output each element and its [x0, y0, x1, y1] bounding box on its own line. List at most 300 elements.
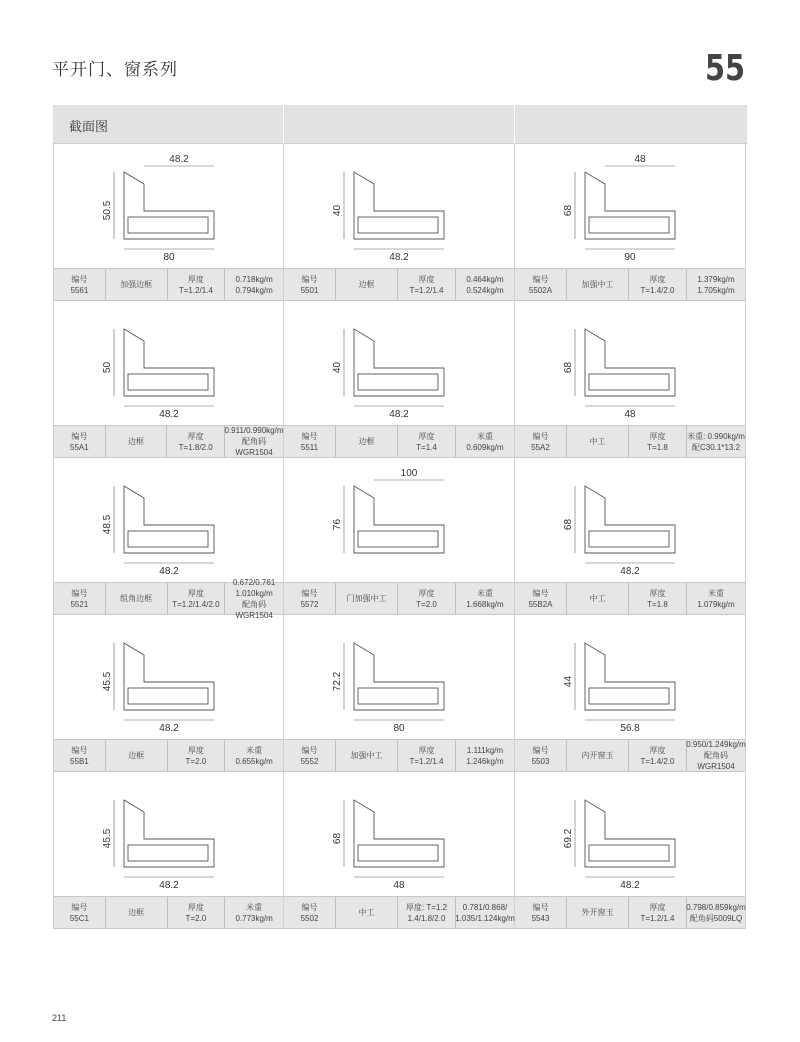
- code-column: [54, 426, 106, 457]
- section-drawing: [54, 772, 283, 896]
- profile-info-bar: [515, 582, 745, 615]
- thickness-column: [398, 583, 456, 614]
- profile-chamber: [358, 217, 438, 233]
- profile-cell: [515, 144, 746, 301]
- weight-line-2: 0.773kg/m: [235, 913, 273, 923]
- thickness-column: [168, 269, 226, 300]
- thickness-value: T=2.0: [185, 913, 207, 923]
- page-folio: 211: [52, 1013, 67, 1023]
- weight-column: [225, 269, 283, 300]
- dimension-label: 40: [332, 204, 343, 217]
- weight-line-2: 1.705kg/m: [697, 285, 735, 295]
- code-label: 编号: [301, 588, 318, 598]
- profile-info-bar: [515, 739, 745, 772]
- code-column: [515, 426, 567, 457]
- dimension-label: 48.2: [159, 880, 179, 891]
- dimension-label: 45.5: [102, 671, 113, 692]
- table-row: [53, 615, 747, 772]
- dimension-label: 45.5: [102, 828, 113, 849]
- dimension-label: 48.5: [102, 514, 113, 535]
- code-label: 编号: [71, 745, 88, 755]
- weight-line-1: 米重: [246, 902, 263, 912]
- section-drawing: [515, 144, 745, 268]
- weight-column: [687, 897, 745, 928]
- thickness-column: [168, 897, 226, 928]
- profile-cell: [53, 144, 284, 301]
- profile-name: 外开窗玉: [581, 908, 614, 917]
- dimension-label: 48: [393, 880, 405, 891]
- profile-code: 5543: [531, 913, 550, 923]
- name-column: [106, 269, 168, 300]
- profile-drawing-svg: [284, 144, 515, 268]
- code-column: [515, 583, 567, 614]
- name-column: [567, 269, 629, 300]
- profile-chamber: [128, 688, 208, 704]
- profile-name: 加强中工: [581, 280, 614, 289]
- profile-cell: [515, 458, 746, 615]
- table-row: [53, 772, 747, 929]
- weight-line-1: 1.379kg/m: [697, 274, 735, 284]
- table-row: [53, 144, 747, 301]
- weight-column: [225, 740, 283, 771]
- profile-drawing-svg: [515, 144, 746, 268]
- code-column: [54, 740, 106, 771]
- profile-name: 中工: [358, 908, 375, 917]
- code-label: 编号: [532, 588, 549, 598]
- profile-chamber: [128, 217, 208, 233]
- thickness-label: 厚度: [649, 902, 666, 912]
- weight-line-1: 米重: [708, 588, 724, 598]
- profile-chamber: [589, 845, 669, 861]
- thickness-value: T=1.8: [647, 442, 668, 452]
- profile-chamber: [358, 531, 438, 547]
- profile-info-bar: [54, 577, 283, 620]
- thickness-column: [398, 269, 456, 300]
- thickness-label: 厚度: [418, 274, 435, 284]
- code-label: 编号: [532, 902, 549, 912]
- dimension-label: 44: [563, 675, 574, 688]
- code-label: 编号: [301, 902, 318, 912]
- dimension-label: 76: [332, 518, 343, 531]
- profile-drawing-svg: [54, 458, 285, 582]
- profile-code: 5502A: [528, 285, 553, 295]
- profile-drawing-svg: [54, 772, 285, 896]
- weight-line-1: 0.950/1.249kg/m: [686, 740, 746, 749]
- profile-chamber: [589, 217, 669, 233]
- name-column: [336, 583, 398, 614]
- profile-drawing-svg: [284, 458, 515, 582]
- weight-line-2: 0.609kg/m: [466, 442, 504, 452]
- page-number: 55: [704, 48, 745, 89]
- section-drawing: [284, 615, 514, 739]
- code-column: [515, 740, 567, 771]
- section-drawing: [515, 772, 745, 896]
- thickness-value: T=2.0: [416, 599, 437, 609]
- name-column: [336, 897, 398, 928]
- profile-cell: [284, 458, 515, 615]
- profile-chamber: [128, 374, 208, 390]
- weight-column: [225, 897, 283, 928]
- thickness-label: 厚度: [187, 588, 204, 598]
- dimension-label: 48: [634, 154, 646, 165]
- dimension-label: 48.2: [620, 566, 640, 577]
- profile-drawing-svg: [54, 615, 285, 739]
- table-row: [53, 458, 747, 620]
- weight-line-1: 米重: [477, 588, 493, 598]
- weight-line-1: 1.111kg/m: [466, 745, 504, 755]
- name-column: [106, 897, 168, 928]
- weight-line-1: 米重: [246, 745, 263, 755]
- weight-column: [456, 740, 514, 771]
- profile-catalog-table: [53, 105, 747, 929]
- table-header-cell: [284, 105, 515, 143]
- profile-drawing-svg: [515, 458, 746, 582]
- dimension-label: 48.2: [620, 880, 640, 891]
- profile-name: 边框: [358, 280, 375, 289]
- code-column: [54, 583, 106, 614]
- profile-drawing-svg: [515, 615, 746, 739]
- profile-cell: [284, 772, 515, 929]
- thickness-value: T=1.2/1.4/2.0: [172, 599, 220, 609]
- profile-info-bar: [54, 425, 283, 458]
- profile-info-bar: [284, 582, 514, 615]
- profile-outline: [585, 486, 675, 553]
- profile-code: 55A2: [531, 442, 550, 452]
- dimension-label: 48.2: [159, 409, 179, 420]
- profile-code: 5503: [531, 756, 550, 766]
- dimension-label: 48.2: [169, 154, 189, 165]
- weight-line-2: 0.524kg/m: [466, 285, 504, 295]
- section-drawing: [515, 458, 745, 582]
- thickness-column: [629, 897, 687, 928]
- profile-outline: [585, 172, 675, 239]
- profile-code: 5521: [70, 599, 89, 609]
- dimension-label: 48.2: [159, 566, 179, 577]
- profile-chamber: [589, 688, 669, 704]
- section-drawing: [284, 772, 514, 896]
- code-label: 编号: [71, 274, 88, 284]
- code-column: [284, 426, 336, 457]
- thickness-column: [629, 269, 687, 300]
- weight-line-1: 0.672/0.761: [233, 577, 276, 587]
- profile-outline: [354, 329, 444, 396]
- profile-name: 中工: [589, 594, 606, 603]
- table-header-row: [53, 105, 747, 144]
- profile-name: 边框: [128, 908, 145, 917]
- profile-cell: [515, 772, 746, 929]
- profile-cell: [53, 301, 284, 458]
- thickness-column: [168, 583, 226, 614]
- weight-line-2: 0.655kg/m: [235, 756, 273, 766]
- thickness-column: [629, 583, 687, 614]
- weight-line-1: 0.798/0.859kg/m: [686, 902, 746, 912]
- name-column: [336, 740, 398, 771]
- thickness-value: T=1.2/1.4: [178, 285, 213, 295]
- weight-column: [687, 269, 745, 300]
- thickness-label: 厚度: [649, 588, 666, 598]
- profile-outline: [585, 329, 675, 396]
- profile-info-bar: [284, 896, 514, 929]
- profile-outline: [124, 172, 214, 239]
- thickness-label: 厚度: [418, 431, 435, 441]
- thickness-column: [168, 740, 226, 771]
- code-label: 编号: [301, 274, 318, 284]
- thickness-value: T=1.8/2.0: [178, 442, 213, 452]
- weight-column: [456, 269, 514, 300]
- thickness-value: 1.4/1.8/2.0: [407, 913, 446, 923]
- profile-outline: [585, 643, 675, 710]
- weight-line-2: 配C30.1*13.2: [691, 442, 741, 452]
- profile-info-bar: [284, 268, 514, 301]
- weight-line-2: 1.079kg/m: [697, 599, 735, 609]
- code-column: [515, 897, 567, 928]
- code-column: [284, 897, 336, 928]
- dimension-label: 68: [563, 361, 574, 374]
- thickness-label: 厚度: [649, 274, 666, 284]
- weight-column: [456, 426, 514, 457]
- profile-code: 55A1: [70, 442, 89, 452]
- weight-column: [456, 583, 514, 614]
- thickness-label: 厚度: [187, 745, 204, 755]
- profile-drawing-svg: [284, 301, 515, 425]
- weight-column: [687, 583, 745, 614]
- profile-chamber: [358, 374, 438, 390]
- profile-info-bar: [54, 268, 283, 301]
- dimension-label: 68: [332, 832, 343, 845]
- weight-line-3: 配角码WGR1504: [235, 599, 273, 620]
- name-column: [106, 740, 168, 771]
- code-column: [515, 269, 567, 300]
- profile-drawing-svg: [515, 301, 746, 425]
- profile-name: 内开窗玉: [581, 751, 614, 760]
- profile-drawing-svg: [515, 772, 746, 896]
- weight-line-1: 米重: [477, 431, 493, 441]
- dimension-label: 56.8: [620, 723, 640, 734]
- profile-code: 5552: [300, 756, 319, 766]
- weight-line-2: 1.246kg/m: [466, 756, 504, 766]
- name-column: [567, 897, 629, 928]
- weight-column: [456, 897, 514, 928]
- code-label: 编号: [301, 431, 318, 441]
- section-drawing: [284, 144, 514, 268]
- profile-outline: [354, 486, 444, 553]
- profile-info-bar: [284, 739, 514, 772]
- section-drawing: [284, 458, 514, 582]
- weight-line-2: 0.794kg/m: [235, 285, 273, 295]
- profile-chamber: [128, 531, 208, 547]
- profile-outline: [585, 800, 675, 867]
- dimension-label: 69.2: [563, 828, 574, 849]
- thickness-column: [629, 740, 687, 771]
- thickness-column: [398, 897, 456, 928]
- code-column: [54, 897, 106, 928]
- profile-outline: [354, 172, 444, 239]
- profile-outline: [354, 643, 444, 710]
- dimension-label: 72.2: [332, 671, 343, 692]
- profile-drawing-svg: [284, 772, 515, 896]
- dimension-label: 48.2: [389, 252, 409, 263]
- profile-name: 加强边框: [120, 280, 153, 289]
- dimension-label: 40: [332, 361, 343, 374]
- dimension-label: 100: [400, 468, 418, 479]
- thickness-column: [398, 426, 456, 457]
- weight-line-1: 0.781/0.868/: [462, 902, 508, 912]
- profile-info-bar: [515, 896, 745, 929]
- section-drawing: [54, 615, 283, 739]
- thickness-label: 厚度: [649, 431, 666, 441]
- table-header-cell: [515, 105, 746, 143]
- thickness-label: 厚度: [187, 274, 204, 284]
- thickness-label: 厚度: [418, 588, 435, 598]
- profile-name: 边框: [128, 751, 145, 760]
- name-column: [336, 426, 398, 457]
- weight-column: [687, 426, 745, 457]
- profile-chamber: [589, 531, 669, 547]
- profile-code: 5511: [300, 442, 319, 452]
- profile-info-bar: [515, 268, 745, 301]
- section-drawing: [54, 458, 283, 582]
- profile-code: 5561: [70, 285, 89, 295]
- profile-cell: [53, 458, 284, 620]
- thickness-column: [629, 426, 687, 457]
- thickness-value: T=1.2/1.4: [409, 756, 444, 766]
- dimension-label: 80: [163, 252, 175, 263]
- dimension-label: 90: [624, 252, 636, 263]
- weight-column: [687, 740, 745, 771]
- thickness-label: 厚度: [187, 902, 204, 912]
- profile-name: 边框: [128, 437, 145, 446]
- profile-outline: [124, 643, 214, 710]
- dimension-label: 48.2: [389, 409, 409, 420]
- profile-code: 5501: [300, 285, 319, 295]
- profile-drawing-svg: [284, 615, 515, 739]
- section-drawing: [515, 301, 745, 425]
- profile-outline: [124, 329, 214, 396]
- code-label: 编号: [71, 902, 88, 912]
- dimension-label: 68: [563, 518, 574, 531]
- dimension-label: 48: [624, 409, 636, 420]
- name-column: [106, 583, 168, 614]
- weight-line-1: 米重: 0.990kg/m: [687, 431, 745, 441]
- profile-outline: [354, 800, 444, 867]
- code-column: [54, 269, 106, 300]
- weight-line-2: 1.668kg/m: [466, 599, 504, 609]
- weight-line-2: 1.010kg/m: [235, 588, 273, 598]
- profile-code: 55B1: [70, 756, 89, 766]
- code-label: 编号: [532, 745, 549, 755]
- weight-line-2: 配角码5009LQ: [689, 913, 743, 923]
- thickness-label: 厚度: T=1.2: [405, 902, 448, 912]
- profile-cell: [53, 615, 284, 772]
- thickness-label: 厚度: [418, 745, 435, 755]
- profile-cell: [284, 301, 515, 458]
- thickness-label: 厚度: [649, 745, 666, 755]
- profile-drawing-svg: [54, 144, 285, 268]
- profile-name: 中工: [589, 437, 606, 446]
- profile-code: 5572: [300, 599, 319, 609]
- profile-info-bar: [515, 425, 745, 458]
- dimension-label: 50.5: [102, 200, 113, 221]
- thickness-value: T=2.0: [185, 756, 207, 766]
- weight-line-2: 1.035/1.124kg/m: [455, 913, 515, 923]
- weight-line-2: 配角码WGR1504: [697, 751, 735, 771]
- profile-info-bar: [54, 739, 283, 772]
- weight-column: [225, 426, 283, 457]
- dimension-label: 68: [563, 204, 574, 217]
- table-body: [53, 144, 747, 929]
- thickness-column: [398, 740, 456, 771]
- profile-chamber: [589, 374, 669, 390]
- profile-name: 组角边框: [120, 594, 153, 603]
- profile-drawing-svg: [54, 301, 285, 425]
- table-row: [53, 301, 747, 458]
- weight-line-2: 配角码WGR1504: [235, 437, 273, 457]
- name-column: [567, 583, 629, 614]
- weight-line-1: 0.911/0.990kg/m: [224, 426, 284, 435]
- profile-outline: [124, 800, 214, 867]
- page-title: 平开门、窗系列: [52, 60, 178, 79]
- code-label: 编号: [532, 274, 549, 284]
- profile-chamber: [128, 845, 208, 861]
- section-drawing: [54, 301, 283, 425]
- thickness-column: [167, 426, 225, 457]
- thickness-value: T=1.2/1.4: [409, 285, 444, 295]
- dimension-label: 48.2: [159, 723, 179, 734]
- profile-cell: [284, 144, 515, 301]
- code-label: 编号: [71, 588, 88, 598]
- name-column: [567, 740, 629, 771]
- code-column: [284, 269, 336, 300]
- table-header-cell: [53, 105, 284, 143]
- profile-chamber: [358, 688, 438, 704]
- profile-name: 加强中工: [350, 751, 383, 760]
- profile-code: 5502: [300, 913, 319, 923]
- profile-cell: [515, 615, 746, 772]
- dimension-label: 80: [393, 723, 405, 734]
- code-column: [284, 583, 336, 614]
- profile-chamber: [358, 845, 438, 861]
- name-column: [567, 426, 629, 457]
- profile-name: 边框: [358, 437, 375, 446]
- thickness-value: T=1.4/2.0: [640, 756, 675, 766]
- thickness-value: T=1.8: [647, 599, 668, 609]
- section-drawing: [515, 615, 745, 739]
- code-label: 编号: [71, 431, 88, 441]
- code-label: 编号: [301, 745, 318, 755]
- name-column: [336, 269, 398, 300]
- code-label: 编号: [532, 431, 549, 441]
- weight-line-1: 0.464kg/m: [466, 274, 504, 284]
- code-column: [284, 740, 336, 771]
- thickness-label: 厚度: [187, 431, 204, 441]
- profile-name: 门加强中工: [346, 594, 387, 603]
- profile-outline: [124, 486, 214, 553]
- profile-info-bar: [284, 425, 514, 458]
- weight-line-1: 0.718kg/m: [235, 274, 273, 284]
- profile-cell: [53, 772, 284, 929]
- weight-column: [225, 577, 283, 620]
- section-drawing: [284, 301, 514, 425]
- thickness-value: T=1.4: [416, 442, 437, 452]
- profile-cell: [515, 301, 746, 458]
- section-drawing: [54, 144, 283, 268]
- thickness-value: T=1.4/2.0: [640, 285, 675, 295]
- dimension-label: 50: [102, 361, 113, 374]
- name-column: [106, 426, 168, 457]
- profile-cell: [284, 615, 515, 772]
- profile-info-bar: [54, 896, 283, 929]
- thickness-value: T=1.2/1.4: [640, 913, 675, 923]
